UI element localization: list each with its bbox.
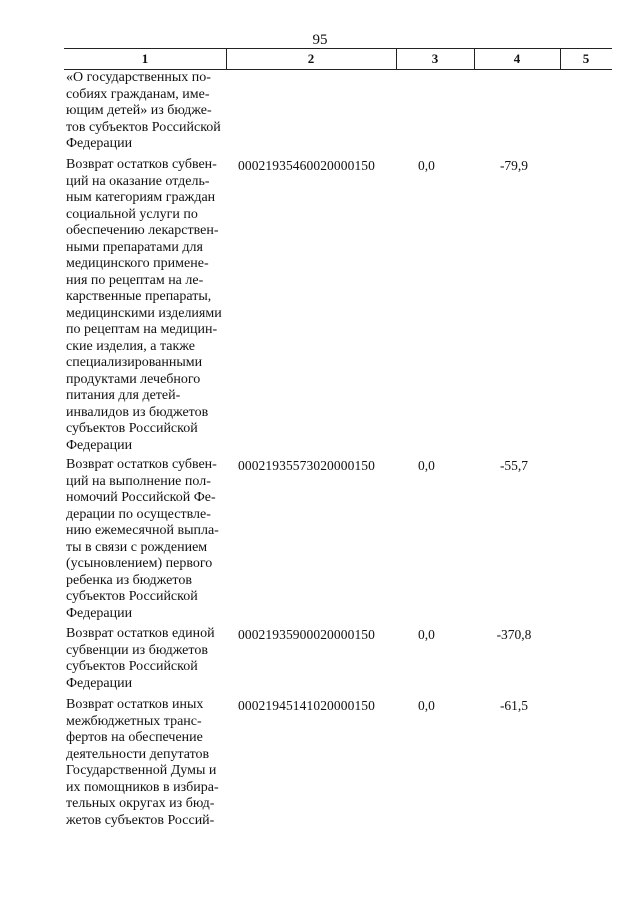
row-name-line: Федерации bbox=[66, 136, 133, 151]
row-value-col3: 0,0 bbox=[418, 627, 435, 642]
row-name-line: Возврат остатков иных bbox=[66, 697, 204, 712]
row-name-line: Федерации bbox=[66, 605, 133, 621]
row-name-line: деятельности депутатов bbox=[66, 746, 210, 762]
row-name-line: питания для детей- bbox=[66, 388, 181, 403]
row-name-line: субвенции из бюджетов bbox=[66, 642, 208, 658]
row-name bbox=[66, 697, 226, 829]
row-name-line: их помощников в избира- bbox=[66, 779, 219, 795]
row-name-line: по рецептам на медицин- bbox=[66, 322, 218, 337]
row-name-line: субъектов Российской bbox=[66, 589, 198, 604]
row-code: 00021935460020000150 bbox=[238, 158, 375, 173]
row-name-line: тельных округах из бюд- bbox=[66, 796, 215, 811]
row-name-line: тов субъектов Российской bbox=[66, 119, 221, 135]
header-col-4: 4 bbox=[513, 51, 521, 66]
row-name-line: социальной услуги по bbox=[66, 206, 198, 222]
row-name bbox=[66, 157, 226, 454]
row-name-line: ций на оказание отдель- bbox=[66, 173, 210, 189]
row-name-line: субъектов Российской bbox=[66, 421, 198, 436]
row-code: 00021935573020000150 bbox=[238, 458, 375, 473]
row-name-line: инвалидов из бюджетов bbox=[66, 404, 209, 420]
row-name-line: номочий Российской Фе- bbox=[66, 490, 216, 505]
header-col-2: 2 bbox=[307, 51, 315, 66]
row-value-col4: -79,9 bbox=[499, 158, 529, 173]
row-name-line: специализированными bbox=[66, 355, 203, 370]
row-name-line: ты в связи с рождением bbox=[66, 539, 208, 555]
row-name-line: ребенка из бюджетов bbox=[66, 572, 192, 588]
row-name-line: собиях гражданам, име- bbox=[66, 86, 210, 102]
row-name-line: Государственной Думы и bbox=[66, 763, 217, 778]
row-name-line: ские изделия, а также bbox=[66, 338, 195, 354]
row-name-line: субъектов Российской bbox=[66, 659, 198, 674]
row-value-col4: -370,8 bbox=[496, 627, 532, 642]
row-name-line: межбюджетных транс- bbox=[66, 713, 202, 729]
row-name-line: фертов на обеспечение bbox=[66, 730, 203, 745]
row-value-col3: 0,0 bbox=[418, 158, 435, 173]
row-name-line: жетов субъектов Россий- bbox=[66, 812, 215, 828]
row-name-line: (усыновлением) первого bbox=[66, 556, 213, 571]
row-name-line: карственные препараты, bbox=[66, 289, 212, 304]
row-name-line: Возврат остатков субвен- bbox=[66, 157, 217, 172]
row-name bbox=[66, 70, 226, 153]
row-code: 00021935900020000150 bbox=[238, 627, 375, 642]
row-name-line: продуктами лечебного bbox=[66, 371, 201, 387]
row-name-line: «О государственных по- bbox=[66, 70, 211, 85]
header-col-1: 1 bbox=[141, 51, 149, 66]
row-name-line: Федерации bbox=[66, 675, 133, 691]
row-value-col3: 0,0 bbox=[418, 698, 435, 713]
row-name-line: ния по рецептам на ле- bbox=[66, 272, 204, 288]
row-name-line: Возврат остатков субвен- bbox=[66, 457, 217, 472]
row-name bbox=[66, 626, 226, 692]
table-header-row bbox=[64, 48, 612, 70]
header-col-5: 5 bbox=[582, 51, 590, 66]
row-code: 00021945141020000150 bbox=[238, 698, 375, 713]
row-name-line: дерации по осуществле- bbox=[66, 506, 211, 522]
row-name-line: ным категориям граждан bbox=[66, 190, 216, 205]
row-name-line: Федерации bbox=[66, 437, 133, 453]
row-name bbox=[66, 457, 226, 622]
row-name-line: медицинского примене- bbox=[66, 256, 209, 271]
row-name-line: ций на выполнение пол- bbox=[66, 473, 211, 489]
row-name-line: ными препаратами для bbox=[66, 239, 203, 255]
row-value-col4: -61,5 bbox=[499, 698, 529, 713]
row-name-line: ющим детей» из бюдже- bbox=[66, 103, 212, 118]
row-name-line: нию ежемесячной выпла- bbox=[66, 523, 219, 538]
row-value-col3: 0,0 bbox=[418, 458, 435, 473]
row-value-col4: -55,7 bbox=[499, 458, 529, 473]
row-name-line: медицинскими изделиями bbox=[66, 305, 222, 321]
row-name-line: Возврат остатков единой bbox=[66, 626, 215, 641]
header-col-3: 3 bbox=[431, 51, 439, 66]
page-number: 95 bbox=[312, 32, 328, 48]
row-name-line: обеспечению лекарствен- bbox=[66, 223, 219, 238]
